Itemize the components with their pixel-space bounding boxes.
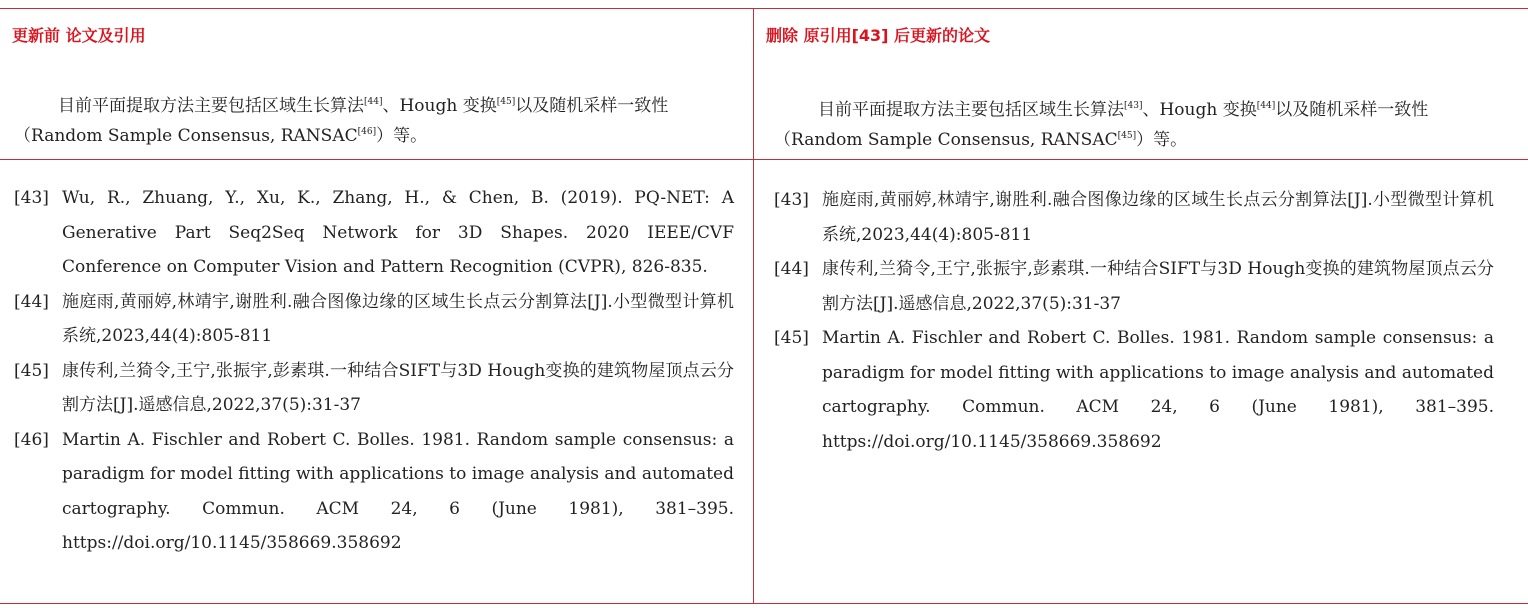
reference-number: [43]: [14, 188, 49, 208]
right-reference-list: [774, 183, 1494, 459]
reference-number: [44]: [14, 291, 49, 312]
reference-text: 康传利,兰猗令,王宁,张振宇,彭素琪.一种结合SIFT与3D Hough变换的建筑物屋顶点云分割方法[J].遥感信息,2022,37(5):31-37: [822, 259, 1494, 314]
right-cite-part2: 、Hough 变换: [1142, 100, 1257, 120]
right-cite-sup1: [43]: [1124, 101, 1143, 111]
right-cite-part4: ）等。: [1136, 130, 1188, 150]
reference-number: [43]: [774, 190, 809, 210]
comparison-table: [0, 8, 1528, 604]
reference-text: Martin A. Fischler and Robert C. Bolles. 1981. Random sample consensus: a paradigm for model fitting with applications to image analysis and automated cartography. Commun. ACM 24, 6 (June 1981), 381–395. https://doi.org/10.1145/358669.358692: [62, 429, 734, 553]
left-cite-sup1: [44]: [364, 97, 383, 107]
reference-item: [14, 354, 734, 423]
left-cite-sup3: [46]: [357, 127, 377, 137]
reference-item: [14, 285, 734, 354]
row-divider: [0, 159, 1528, 160]
reference-number: [45]: [14, 360, 49, 381]
reference-text: Wu, R., Zhuang, Y., Xu, K., Zhang, H., & Chen, B. (2019). PQ-NET: A Generative Part Seq2Seq Network for 3D Shapes. 2020 IEEE/CVF Conference on Computer Vision and Pattern Recognition (CVPR), 826-835.: [62, 188, 734, 277]
left-cite-sup2: [45]: [496, 97, 516, 107]
reference-item: [774, 252, 1494, 321]
reference-text: Martin A. Fischler and Robert C. Bolles. 1981. Random sample consensus: a paradigm for model fitting with applications to image analysis and automated cartography. Commun. ACM 24, 6 (June 1981), 381–395. https://doi.org/10.1145/358669.358692: [822, 328, 1494, 452]
reference-number: [44]: [774, 259, 809, 279]
reference-text: 康传利,兰猗令,王宁,张振宇,彭素琪.一种结合SIFT与3D Hough变换的建筑物屋顶点云分割方法[J].遥感信息,2022,37(5):31-37: [62, 360, 734, 415]
right-citation-paragraph: [774, 93, 1496, 153]
right-header: 删除 原引用[43] 后更新的论文: [766, 26, 991, 45]
left-cite-part2: 、Hough 变换: [382, 96, 497, 116]
reference-item: [774, 321, 1494, 459]
reference-item: [14, 181, 734, 285]
left-reference-list: [14, 181, 734, 561]
reference-item: [774, 183, 1494, 252]
left-header: 更新前 论文及引用: [12, 26, 146, 45]
left-cite-part3: 以及随机采样一致性（Random Sample Consensus, RANSAC: [14, 96, 669, 146]
reference-text: 施庭雨,黄丽婷,林靖宇,谢胜利.融合图像边缘的区域生长点云分割算法[J].小型微型计算机系统,2023,44(4):805-811: [822, 190, 1494, 245]
right-cite-part1: 目前平面提取方法主要包括区域生长算法: [818, 100, 1124, 120]
left-cite-part4: ）等。: [376, 126, 428, 146]
reference-text: 施庭雨,黄丽婷,林靖宇,谢胜利.融合图像边缘的区域生长点云分割算法[J].小型微型计算机系统,2023,44(4):805-811: [62, 291, 734, 346]
left-cite-part1: 目前平面提取方法主要包括区域生长算法: [58, 96, 364, 116]
right-cite-part3: 以及随机采样一致性（Random Sample Consensus, RANSAC: [774, 100, 1429, 150]
reference-item: [14, 423, 734, 561]
reference-number: [45]: [774, 328, 809, 348]
right-cite-sup2: [44]: [1256, 101, 1276, 111]
column-divider: [753, 9, 754, 603]
right-cite-sup3: [45]: [1117, 131, 1137, 141]
left-citation-paragraph: [14, 89, 736, 149]
reference-number: [46]: [14, 429, 49, 450]
